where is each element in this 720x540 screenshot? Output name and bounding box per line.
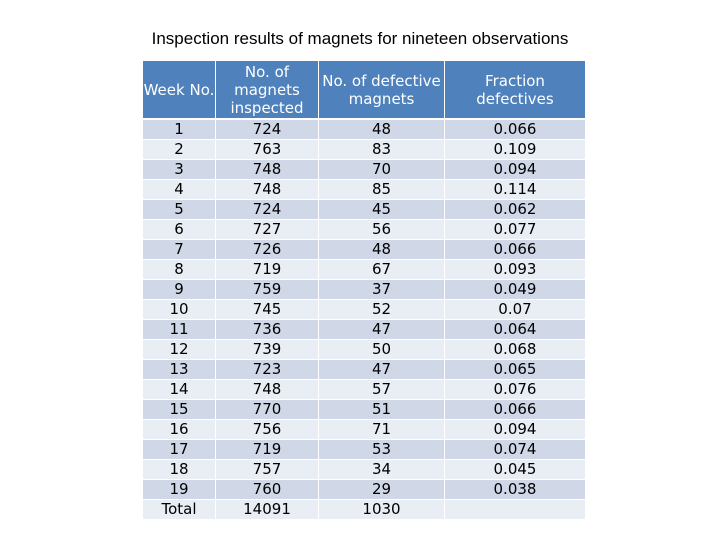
table-row xyxy=(143,240,586,260)
defective-magnets-cell: 48 xyxy=(319,240,445,260)
fraction-defectives-cell: 0.068 xyxy=(445,340,586,360)
defective-magnets-cell: 34 xyxy=(319,460,445,480)
defective-magnets-cell: 56 xyxy=(319,220,445,240)
week-no-cell: 19 xyxy=(143,480,216,500)
fraction-defectives-cell: 0.066 xyxy=(445,240,586,260)
table-row xyxy=(143,260,586,280)
table-row xyxy=(143,180,586,200)
fraction-defectives-cell: 0.07 xyxy=(445,300,586,320)
magnets-inspected-cell: 763 xyxy=(216,140,319,160)
magnets-inspected-cell: 748 xyxy=(216,380,319,400)
column-header-defective-magnets: No. of defective magnets xyxy=(319,61,445,120)
table-row xyxy=(143,280,586,300)
week-no-cell: 14 xyxy=(143,380,216,400)
defective-magnets-cell: 51 xyxy=(319,400,445,420)
week-no-cell: 9 xyxy=(143,280,216,300)
table-row xyxy=(143,120,586,140)
fraction-defectives-cell: 0.066 xyxy=(445,400,586,420)
table-row xyxy=(143,380,586,400)
week-no-cell: 12 xyxy=(143,340,216,360)
week-no-cell: 13 xyxy=(143,360,216,380)
defective-magnets-cell: 70 xyxy=(319,160,445,180)
fraction-defectives-cell: 0.045 xyxy=(445,460,586,480)
magnets-inspected-cell: 736 xyxy=(216,320,319,340)
magnets-inspected-cell: 726 xyxy=(216,240,319,260)
fraction-defectives-cell: 0.064 xyxy=(445,320,586,340)
fraction-defectives-cell: 0.038 xyxy=(445,480,586,500)
table-row xyxy=(143,340,586,360)
fraction-defectives-cell: 0.109 xyxy=(445,140,586,160)
fraction-defectives-cell xyxy=(445,500,586,520)
week-no-cell: 10 xyxy=(143,300,216,320)
table-row xyxy=(143,320,586,340)
table-row xyxy=(143,220,586,240)
defective-magnets-cell: 1030 xyxy=(319,500,445,520)
table-row xyxy=(143,440,586,460)
column-header-magnets-inspected: No. of magnets inspected xyxy=(216,61,319,120)
magnets-inspected-cell: 719 xyxy=(216,260,319,280)
magnets-inspected-cell: 748 xyxy=(216,180,319,200)
defective-magnets-cell: 47 xyxy=(319,360,445,380)
week-no-cell: 1 xyxy=(143,120,216,140)
magnets-inspected-cell: 739 xyxy=(216,340,319,360)
week-no-cell: 4 xyxy=(143,180,216,200)
defective-magnets-cell: 48 xyxy=(319,120,445,140)
magnets-inspected-cell: 770 xyxy=(216,400,319,420)
table-row xyxy=(143,480,586,500)
table-row xyxy=(143,140,586,160)
magnets-inspected-cell: 757 xyxy=(216,460,319,480)
magnets-inspected-cell: 745 xyxy=(216,300,319,320)
week-no-cell: 5 xyxy=(143,200,216,220)
fraction-defectives-cell: 0.094 xyxy=(445,160,586,180)
fraction-defectives-cell: 0.049 xyxy=(445,280,586,300)
defective-magnets-cell: 71 xyxy=(319,420,445,440)
magnets-inspected-cell: 727 xyxy=(216,220,319,240)
defective-magnets-cell: 57 xyxy=(319,380,445,400)
inspection-table xyxy=(143,61,586,520)
fraction-defectives-cell: 0.094 xyxy=(445,420,586,440)
magnets-inspected-cell: 719 xyxy=(216,440,319,460)
week-no-cell: 18 xyxy=(143,460,216,480)
magnets-inspected-cell: 723 xyxy=(216,360,319,380)
defective-magnets-cell: 53 xyxy=(319,440,445,460)
defective-magnets-cell: 85 xyxy=(319,180,445,200)
defective-magnets-cell: 45 xyxy=(319,200,445,220)
defective-magnets-cell: 67 xyxy=(319,260,445,280)
defective-magnets-cell: 52 xyxy=(319,300,445,320)
table-row xyxy=(143,360,586,380)
table-row xyxy=(143,460,586,480)
page-title: Inspection results of magnets for nineteen observations xyxy=(151,29,569,48)
column-header-fraction-defectives: Fraction defectives xyxy=(445,61,586,120)
week-no-cell: 7 xyxy=(143,240,216,260)
week-no-cell: 16 xyxy=(143,420,216,440)
fraction-defectives-cell: 0.062 xyxy=(445,200,586,220)
table-row xyxy=(143,500,586,520)
fraction-defectives-cell: 0.077 xyxy=(445,220,586,240)
fraction-defectives-cell: 0.066 xyxy=(445,120,586,140)
magnets-inspected-cell: 748 xyxy=(216,160,319,180)
magnets-inspected-cell: 14091 xyxy=(216,500,319,520)
fraction-defectives-cell: 0.074 xyxy=(445,440,586,460)
magnets-inspected-cell: 759 xyxy=(216,280,319,300)
week-no-cell: 2 xyxy=(143,140,216,160)
defective-magnets-cell: 50 xyxy=(319,340,445,360)
week-no-cell: 15 xyxy=(143,400,216,420)
table-header-row xyxy=(143,61,586,120)
defective-magnets-cell: 37 xyxy=(319,280,445,300)
table-row xyxy=(143,300,586,320)
defective-magnets-cell: 29 xyxy=(319,480,445,500)
defective-magnets-cell: 47 xyxy=(319,320,445,340)
table-row xyxy=(143,420,586,440)
fraction-defectives-cell: 0.114 xyxy=(445,180,586,200)
table-row xyxy=(143,400,586,420)
magnets-inspected-cell: 756 xyxy=(216,420,319,440)
week-no-cell: 6 xyxy=(143,220,216,240)
fraction-defectives-cell: 0.065 xyxy=(445,360,586,380)
fraction-defectives-cell: 0.093 xyxy=(445,260,586,280)
table-row xyxy=(143,200,586,220)
fraction-defectives-cell: 0.076 xyxy=(445,380,586,400)
table-row xyxy=(143,160,586,180)
table-body xyxy=(143,120,586,520)
week-no-cell: 17 xyxy=(143,440,216,460)
week-no-cell: 8 xyxy=(143,260,216,280)
week-no-cell: Total xyxy=(143,500,216,520)
magnets-inspected-cell: 724 xyxy=(216,200,319,220)
week-no-cell: 3 xyxy=(143,160,216,180)
magnets-inspected-cell: 760 xyxy=(216,480,319,500)
magnets-inspected-cell: 724 xyxy=(216,120,319,140)
column-header-week-no: Week No. xyxy=(143,61,216,120)
week-no-cell: 11 xyxy=(143,320,216,340)
defective-magnets-cell: 83 xyxy=(319,140,445,160)
